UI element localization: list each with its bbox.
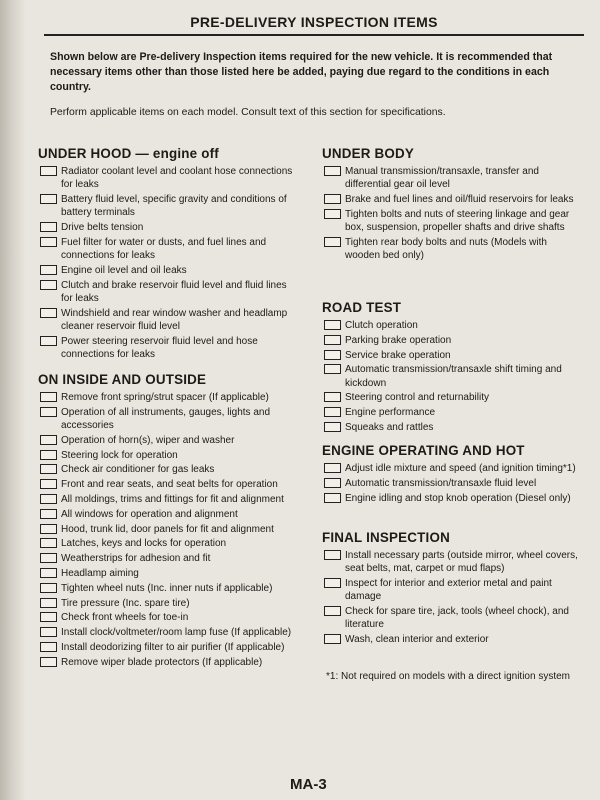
section-title: ROAD TEST: [322, 300, 402, 315]
checkbox[interactable]: [40, 538, 57, 548]
checklist-item: [322, 406, 584, 419]
checklist: [322, 165, 584, 263]
checklist-item: [38, 236, 298, 263]
checklist: [38, 165, 298, 362]
checkbox[interactable]: [40, 568, 57, 578]
item-text: Clutch and brake reservoir fluid level and fluid lines for leaks: [61, 279, 287, 305]
checklist-item: [322, 633, 584, 646]
footnote: *1: Not required on models with a direct ignition system: [326, 671, 571, 682]
checklist-item: [38, 582, 298, 595]
checklist-item: [38, 597, 298, 610]
checkbox[interactable]: [40, 166, 57, 176]
checklist-item: [38, 165, 298, 192]
checkbox[interactable]: [40, 222, 57, 232]
item-text: Manual transmission/transaxle, transfer and differential gear oil level: [345, 166, 539, 191]
checklist-item: [322, 549, 584, 576]
item-text: Steering control and returnability: [345, 392, 489, 404]
checklist-item: [38, 434, 298, 447]
item-text: Parking brake operation: [345, 334, 452, 346]
checkbox[interactable]: [324, 166, 341, 176]
item-text: Automatic transmission/transaxle shift timing and kickdown: [345, 364, 562, 389]
checklist-item: [322, 492, 584, 505]
checkbox[interactable]: [324, 606, 341, 616]
checkbox[interactable]: [324, 350, 341, 360]
checklist-item: [38, 508, 298, 521]
checkbox[interactable]: [40, 642, 57, 652]
item-text: Tire pressure (Inc. spare tire): [61, 597, 190, 609]
checkbox[interactable]: [40, 464, 57, 474]
section-title: ENGINE OPERATING AND HOT: [322, 443, 525, 458]
item-text: Tighten wheel nuts (Inc. inner nuts if applicable): [61, 582, 273, 594]
checkbox[interactable]: [324, 407, 341, 417]
section-title: FINAL INSPECTION: [322, 530, 450, 545]
checklist-item: [38, 567, 298, 580]
checklist-item: [38, 523, 298, 536]
item-text: Fuel filter for water or dusts, and fuel lines and connections for leaks: [61, 236, 267, 262]
checkbox[interactable]: [40, 627, 57, 637]
instruction-note: Perform applicable items on each model. Consult text of this section for specifications.: [50, 107, 446, 118]
checkbox[interactable]: [324, 634, 341, 644]
checkbox[interactable]: [40, 612, 57, 622]
item-text: Service brake operation: [345, 349, 451, 361]
section-title: UNDER HOOD — engine off: [38, 146, 219, 161]
checkbox[interactable]: [40, 479, 57, 489]
section-engine-operating-hot: [322, 443, 584, 506]
item-text: Install necessary parts (outside mirror, wheel covers, seat belts, mat, carpet or mud flaps): [345, 550, 578, 575]
checklist-item: [322, 334, 584, 347]
item-text: All windows for operation and alignment: [61, 508, 238, 520]
section-road-test: [322, 300, 584, 436]
checklist-item: [322, 319, 584, 332]
checklist-item: [322, 462, 584, 475]
checklist-item: [38, 307, 298, 334]
page-number: MA-3: [290, 776, 327, 793]
checkbox[interactable]: [324, 478, 341, 488]
item-text: Adjust idle mixture and speed (and ignition timing*1): [345, 463, 576, 474]
checkbox[interactable]: [40, 407, 57, 417]
section-title: ON INSIDE AND OUTSIDE: [38, 372, 207, 387]
checkbox[interactable]: [324, 493, 341, 503]
item-text: Front and rear seats, and seat belts for operation: [61, 479, 278, 491]
checkbox[interactable]: [324, 422, 341, 432]
item-text: Check air conditioner for gas leaks: [61, 464, 215, 476]
section-under-body: [322, 146, 584, 264]
checkbox[interactable]: [40, 509, 57, 519]
checklist-item: [322, 577, 584, 604]
item-text: Drive belts tension: [61, 222, 144, 234]
checklist: [322, 462, 584, 505]
checklist-item: [38, 641, 298, 654]
checklist-item: [38, 406, 298, 433]
item-text: Wash, clean interior and exterior: [345, 634, 489, 646]
item-text: Operation of all instruments, gauges, lights and accessories: [61, 406, 271, 432]
checklist-item: [38, 537, 298, 550]
checklist-item: [38, 193, 298, 220]
item-text: Engine idling and stop knob operation (Diesel only): [345, 492, 571, 504]
section-final-inspection: [322, 530, 584, 648]
checklist-item: [38, 391, 298, 404]
checkbox[interactable]: [40, 336, 57, 346]
checklist: [322, 319, 584, 434]
section-inside-outside: [38, 372, 298, 671]
intro-paragraph: Shown below are Pre-delivery Inspection items required for the new vehicle. It is recommended that necessary items other than those listed here be added, paying due regard to the conditions in each country.: [50, 51, 553, 93]
item-text: Automatic transmission/transaxle fluid level: [345, 477, 537, 489]
checklist-item: [38, 463, 298, 476]
checkbox[interactable]: [40, 450, 57, 460]
checkbox[interactable]: [324, 364, 341, 374]
item-text: Tighten bolts and nuts of steering linkage and gear box, suspension, propeller shafts and drive shafts: [345, 208, 570, 234]
item-text: Remove front spring/strut spacer (If applicable): [61, 392, 269, 403]
item-text: Squeaks and rattles: [345, 422, 434, 434]
checkbox[interactable]: [40, 280, 57, 290]
item-text: Operation of horn(s), wiper and washer: [61, 434, 235, 446]
item-text: Install deodorizing filter to air purifier (If applicable): [61, 642, 285, 654]
checkbox[interactable]: [324, 392, 341, 402]
item-text: Remove wiper blade protectors (If applicable): [61, 656, 263, 668]
item-text: Inspect for interior and exterior metal and paint damage: [345, 578, 552, 603]
checklist-item: [38, 449, 298, 462]
item-text: Battery fluid level, specific gravity and conditions of battery terminals: [61, 194, 287, 219]
checkbox[interactable]: [40, 265, 57, 275]
checkbox[interactable]: [40, 435, 57, 445]
item-text: All moldings, trims and fittings for fit and alignment: [61, 494, 284, 506]
checklist-item: [322, 605, 584, 632]
item-text: Engine oil level and oil leaks: [61, 265, 187, 277]
checkbox[interactable]: [40, 494, 57, 504]
checkbox[interactable]: [40, 583, 57, 593]
item-text: Windshield and rear window washer and headlamp cleaner reservoir fluid level: [61, 307, 288, 333]
checkbox[interactable]: [324, 237, 341, 247]
checklist: [38, 391, 298, 669]
item-text: Headlamp aiming: [61, 568, 139, 580]
checklist-item: [38, 279, 298, 306]
checklist-item: [322, 208, 584, 235]
checklist-item: [322, 391, 584, 404]
page-title: PRE-DELIVERY INSPECTION ITEMS: [44, 14, 584, 36]
checklist-item: [38, 552, 298, 565]
checklist-item: [38, 221, 298, 234]
checkbox[interactable]: [324, 194, 341, 204]
checklist-item: [322, 363, 584, 390]
checklist-item: [38, 626, 298, 639]
checkbox[interactable]: [324, 320, 341, 330]
item-text: Tighten rear body bolts and nuts (Models with wooden bed only): [345, 236, 547, 262]
checklist-item: [322, 349, 584, 362]
section-title: UNDER BODY: [322, 146, 415, 161]
item-text: Weatherstrips for adhesion and fit: [61, 553, 211, 565]
checklist-item: [38, 478, 298, 491]
item-text: Clutch operation: [345, 320, 418, 331]
checkbox[interactable]: [40, 553, 57, 563]
checklist-item: [38, 493, 298, 506]
checkbox[interactable]: [324, 209, 341, 219]
item-text: Install clock/voltmeter/room lamp fuse (If applicable): [61, 627, 292, 639]
item-text: Power steering reservoir fluid level and hose connections for leaks: [61, 336, 258, 361]
item-text: Latches, keys and locks for operation: [61, 538, 227, 550]
page-binding-edge: [0, 0, 26, 800]
item-text: Hood, trunk lid, door panels for fit and alignment: [61, 523, 274, 535]
checklist-item: [38, 611, 298, 624]
checklist: [322, 549, 584, 647]
checklist-item: [38, 264, 298, 277]
item-text: Check for spare tire, jack, tools (wheel chock), and literature: [345, 606, 569, 631]
checklist-item: [38, 335, 298, 362]
checkbox[interactable]: [40, 598, 57, 608]
checkbox[interactable]: [324, 550, 341, 560]
section-under-hood: [38, 146, 298, 363]
checkbox[interactable]: [324, 578, 341, 588]
item-text: Steering lock for operation: [61, 449, 178, 461]
item-text: Radiator coolant level and coolant hose connections for leaks: [61, 166, 293, 191]
checklist-item: [322, 236, 584, 263]
checkbox[interactable]: [40, 308, 57, 318]
checklist-item: [322, 477, 584, 490]
checkbox[interactable]: [40, 194, 57, 204]
item-text: Brake and fuel lines and oil/fluid reservoirs for leaks: [345, 194, 574, 206]
checklist-item: [322, 193, 584, 206]
checkbox[interactable]: [40, 657, 57, 667]
checkbox[interactable]: [324, 463, 341, 473]
checkbox[interactable]: [40, 524, 57, 534]
checkbox[interactable]: [40, 237, 57, 247]
item-text: Engine performance: [345, 407, 436, 419]
checkbox[interactable]: [40, 392, 57, 402]
checklist-item: [322, 165, 584, 192]
checklist-item: [38, 656, 298, 669]
checkbox[interactable]: [324, 335, 341, 345]
checklist-item: [322, 421, 584, 434]
item-text: Check front wheels for toe-in: [61, 612, 189, 624]
